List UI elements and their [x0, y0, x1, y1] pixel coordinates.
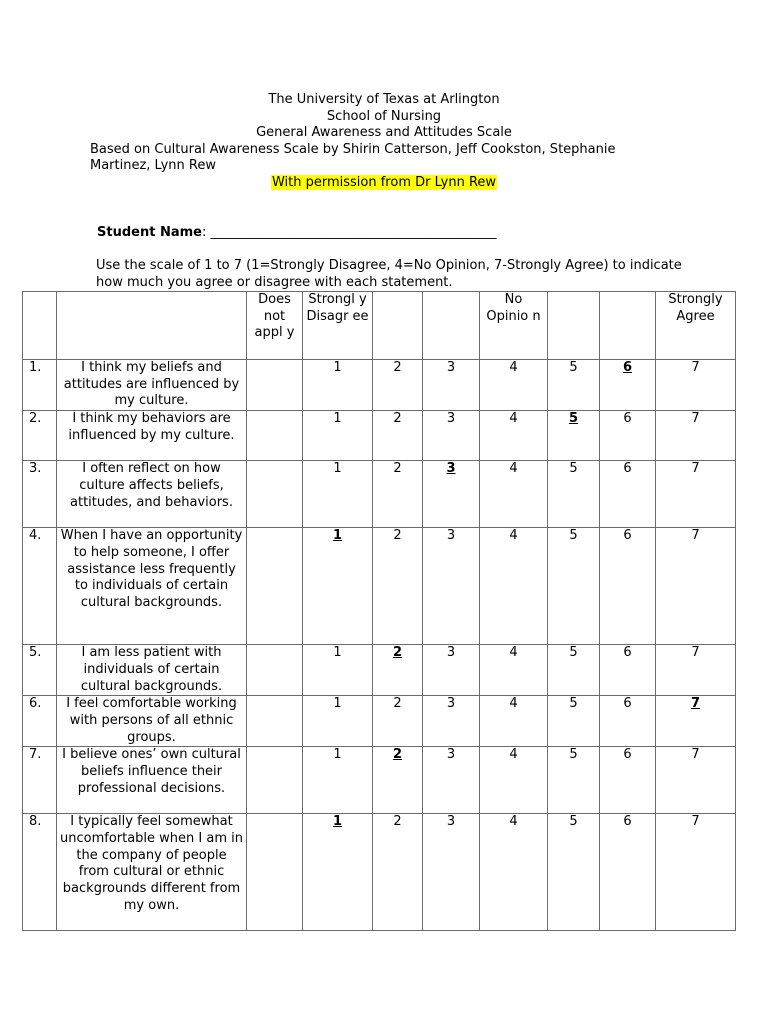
- based-on-credit: Based on Cultural Awareness Scale by Shirin Catterson, Jeff Cookston, Stephanie Martinez, Lynn Rew: [90, 141, 616, 173]
- item-number: 1.: [23, 360, 57, 411]
- item-number: 2.: [23, 411, 57, 461]
- rating-cell-6[interactable]: 6: [600, 814, 656, 931]
- scale-title: General Awareness and Attitudes Scale: [256, 125, 512, 140]
- table-row: [23, 814, 736, 931]
- does-not-apply-cell[interactable]: [247, 696, 303, 747]
- permission-line: [0, 175, 768, 192]
- rating-cell-1[interactable]: 1: [303, 411, 373, 461]
- header-col-5: [548, 292, 600, 360]
- instructions-text: Use the scale of 1 to 7 (1=Strongly Disagree, 4=No Opinion, 7-Strongly Agree) to indicate how much you agree or disagree with each statement.: [96, 258, 682, 290]
- rating-cell-2[interactable]: 2: [373, 411, 423, 461]
- does-not-apply-cell[interactable]: [247, 645, 303, 696]
- rating-cell-2[interactable]: 2: [373, 461, 423, 528]
- item-statement: I think my behaviors are influenced by my culture.: [57, 411, 247, 461]
- table-header-row: [23, 292, 736, 360]
- rating-cell-4[interactable]: 4: [480, 747, 548, 814]
- rating-cell-6[interactable]: 6: [600, 528, 656, 645]
- header-does-not-apply: Does not appl y: [247, 292, 303, 360]
- rating-cell-5-selected[interactable]: 5: [548, 411, 600, 461]
- student-name-label: Student Name: [97, 225, 202, 240]
- rating-cell-3[interactable]: 3: [423, 696, 480, 747]
- item-statement: I typically feel somewhat uncomfortable when I am in the company of people from cultural or ethnic backgrounds different from my own.: [57, 814, 247, 931]
- rating-cell-4[interactable]: 4: [480, 645, 548, 696]
- rating-cell-4[interactable]: 4: [480, 461, 548, 528]
- rating-cell-4[interactable]: 4: [480, 360, 548, 411]
- rating-cell-1[interactable]: 1: [303, 461, 373, 528]
- rating-cell-5[interactable]: 5: [548, 528, 600, 645]
- rating-cell-3[interactable]: 3: [423, 360, 480, 411]
- rating-cell-4[interactable]: 4: [480, 696, 548, 747]
- rating-cell-4[interactable]: 4: [480, 528, 548, 645]
- rating-cell-7[interactable]: 7: [656, 645, 736, 696]
- table-row: [23, 461, 736, 528]
- header-col-6: [600, 292, 656, 360]
- rating-cell-2[interactable]: 2: [373, 360, 423, 411]
- header-number-cell: [23, 292, 57, 360]
- rating-cell-7[interactable]: 7: [656, 411, 736, 461]
- rating-cell-6[interactable]: 6: [600, 696, 656, 747]
- rating-cell-7[interactable]: 7: [656, 747, 736, 814]
- header-no-opinion: No Opinio n: [480, 292, 548, 360]
- rating-cell-5[interactable]: 5: [548, 814, 600, 931]
- rating-cell-1[interactable]: 1: [303, 696, 373, 747]
- rating-cell-6[interactable]: 6: [600, 461, 656, 528]
- item-statement: When I have an opportunity to help someone, I offer assistance less frequently to individuals of certain cultural backgrounds.: [57, 528, 247, 645]
- item-number: 6.: [23, 696, 57, 747]
- rating-cell-6[interactable]: 6: [600, 411, 656, 461]
- rating-cell-7[interactable]: 7: [656, 814, 736, 931]
- permission-highlight: With permission from Dr Lynn Rew: [271, 174, 497, 190]
- header-strongly-agree: Strongly Agree: [656, 292, 736, 360]
- does-not-apply-cell[interactable]: [247, 411, 303, 461]
- item-statement: I believe ones’ own cultural beliefs influence their professional decisions.: [57, 747, 247, 814]
- rating-cell-4[interactable]: 4: [480, 411, 548, 461]
- rating-cell-2[interactable]: 2: [373, 696, 423, 747]
- table-row: [23, 411, 736, 461]
- rating-cell-1[interactable]: 1: [303, 360, 373, 411]
- item-number: 3.: [23, 461, 57, 528]
- does-not-apply-cell[interactable]: [247, 528, 303, 645]
- table-row: [23, 360, 736, 411]
- rating-cell-1[interactable]: 1: [303, 645, 373, 696]
- rating-cell-1-selected[interactable]: 1: [303, 528, 373, 645]
- rating-cell-3[interactable]: 3: [423, 411, 480, 461]
- rating-cell-7[interactable]: 7: [656, 528, 736, 645]
- rating-cell-6[interactable]: 6: [600, 747, 656, 814]
- rating-cell-7-selected[interactable]: 7: [656, 696, 736, 747]
- rating-cell-3-selected[interactable]: 3: [423, 461, 480, 528]
- item-statement: I am less patient with individuals of certain cultural backgrounds.: [57, 645, 247, 696]
- item-statement: I often reflect on how culture affects beliefs, attitudes, and behaviors.: [57, 461, 247, 528]
- header-col-3: [423, 292, 480, 360]
- rating-cell-1[interactable]: 1: [303, 747, 373, 814]
- rating-cell-6[interactable]: 6: [600, 645, 656, 696]
- rating-cell-5[interactable]: 5: [548, 645, 600, 696]
- rating-cell-2-selected[interactable]: 2: [373, 645, 423, 696]
- rating-cell-3[interactable]: 3: [423, 747, 480, 814]
- does-not-apply-cell[interactable]: [247, 747, 303, 814]
- item-statement: I feel comfortable working with persons of all ethnic groups.: [57, 696, 247, 747]
- school-name: School of Nursing: [326, 108, 442, 124]
- header-statement-cell: [57, 292, 247, 360]
- item-number: 8.: [23, 814, 57, 931]
- header-col-2: [373, 292, 423, 360]
- university-name: The University of Texas at Arlington: [268, 92, 500, 107]
- rating-cell-2-selected[interactable]: 2: [373, 747, 423, 814]
- rating-cell-5[interactable]: 5: [548, 696, 600, 747]
- item-number: 7.: [23, 747, 57, 814]
- item-statement: I think my beliefs and attitudes are influenced by my culture.: [57, 360, 247, 411]
- item-number: 4.: [23, 528, 57, 645]
- rating-cell-3[interactable]: 3: [423, 528, 480, 645]
- rating-cell-2[interactable]: 2: [373, 528, 423, 645]
- table-row: [23, 645, 736, 696]
- rating-cell-7[interactable]: 7: [656, 360, 736, 411]
- header-strongly-disagree: Strongl y Disagr ee: [303, 292, 373, 360]
- student-name-line[interactable]: : ____________________________________________: [201, 225, 497, 240]
- does-not-apply-cell[interactable]: [247, 360, 303, 411]
- document-header: [0, 92, 768, 191]
- rating-cell-3[interactable]: 3: [423, 814, 480, 931]
- student-name-field[interactable]: [97, 225, 496, 241]
- does-not-apply-cell[interactable]: [247, 461, 303, 528]
- table-row: [23, 528, 736, 645]
- table-row: [23, 696, 736, 747]
- rating-scale-table: [22, 291, 736, 931]
- table-row: [23, 747, 736, 814]
- rating-cell-4[interactable]: 4: [480, 814, 548, 931]
- rating-cell-2[interactable]: 2: [373, 814, 423, 931]
- rating-cell-5[interactable]: 5: [548, 461, 600, 528]
- rating-cell-7[interactable]: 7: [656, 461, 736, 528]
- rating-cell-5[interactable]: 5: [548, 747, 600, 814]
- rating-cell-3[interactable]: 3: [423, 645, 480, 696]
- item-number: 5.: [23, 645, 57, 696]
- rating-cell-5[interactable]: 5: [548, 360, 600, 411]
- does-not-apply-cell[interactable]: [247, 814, 303, 931]
- rating-cell-6-selected[interactable]: 6: [600, 360, 656, 411]
- rating-cell-1-selected[interactable]: 1: [303, 814, 373, 931]
